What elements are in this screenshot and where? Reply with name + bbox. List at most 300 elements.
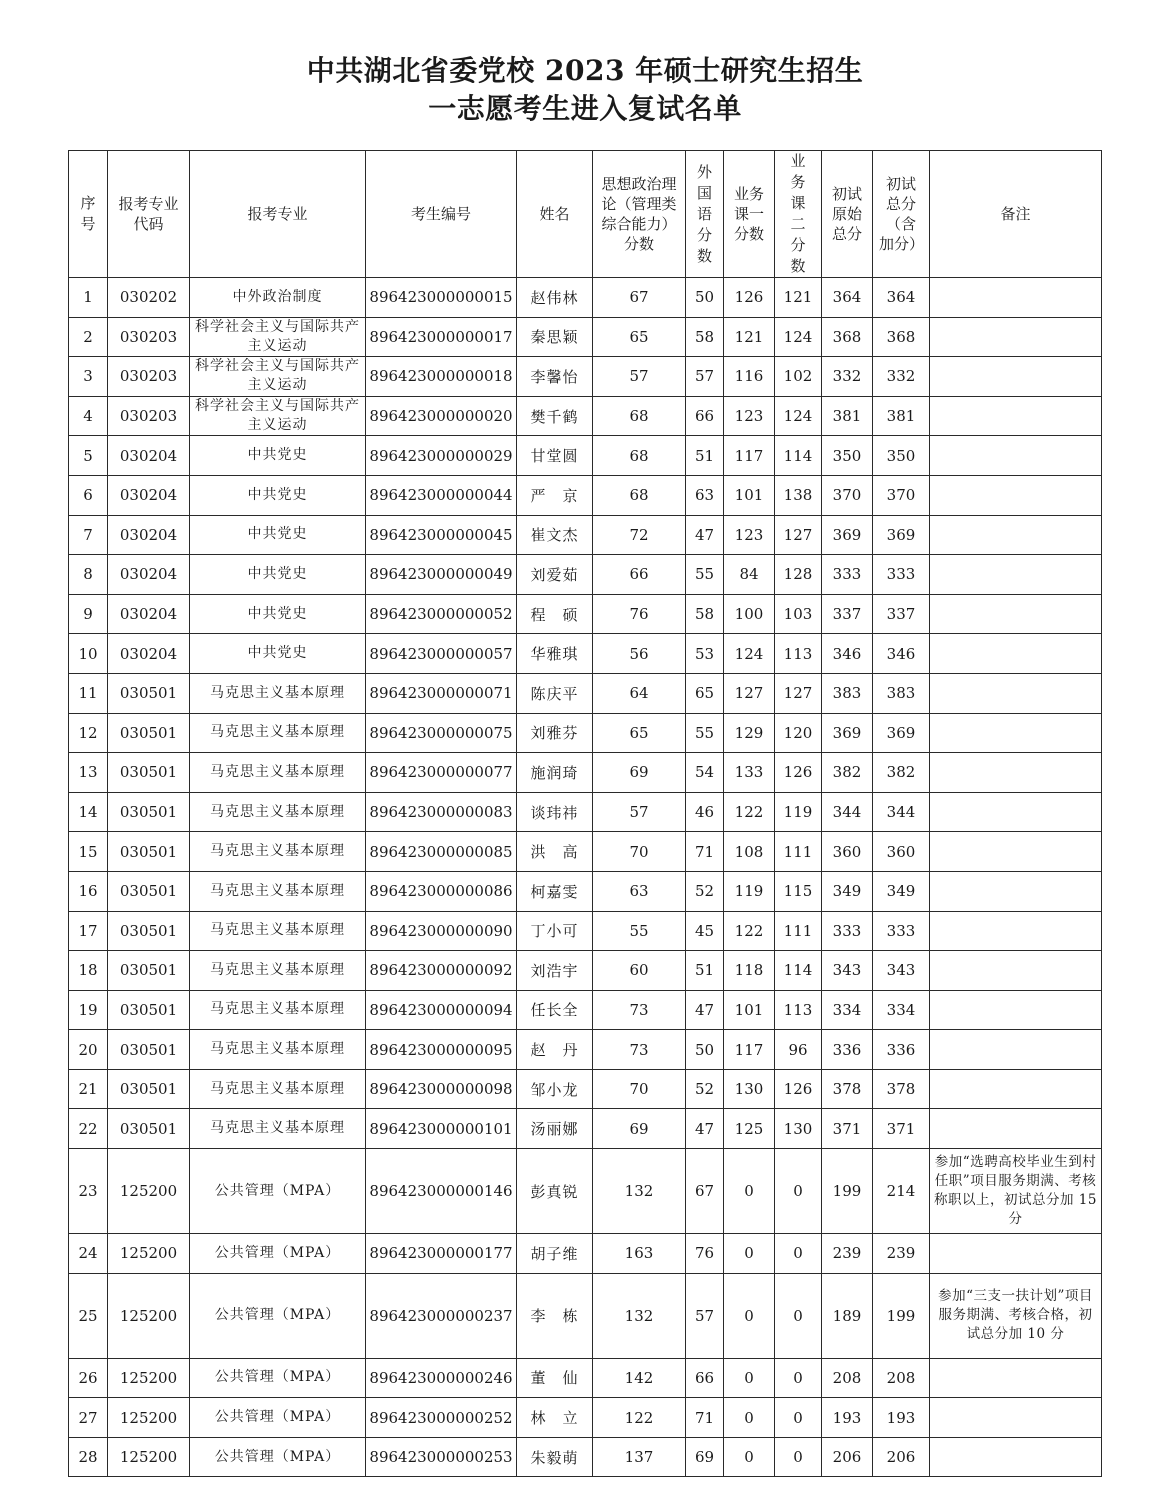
cell-seq: 23 [69,1149,108,1234]
cell-major: 马克思主义基本原理 [190,1109,366,1149]
cell-name: 谈玮祎 [517,792,593,832]
cell-major: 中共党史 [190,436,366,476]
cell-major: 中外政治制度 [190,278,366,318]
cell-course1-score: 0 [724,1234,775,1274]
table-row [69,1149,1102,1234]
cell-exam-no: 896423000000052 [366,594,517,634]
cell-total: 344 [873,792,930,832]
cell-remark: 参加“选聘高校毕业生到村任职”项目服务期满、考核称职以上，初试总分加 15 分 [930,1149,1102,1234]
cell-name: 樊千鹤 [517,396,593,436]
cell-raw-total: 360 [822,832,873,872]
cell-major: 马克思主义基本原理 [190,990,366,1030]
cell-seq: 2 [69,317,108,357]
cell-name: 秦思颖 [517,317,593,357]
cell-politics-score: 57 [593,792,686,832]
cell-course2-score: 0 [775,1149,822,1234]
cell-course1-score: 127 [724,673,775,713]
cell-course2-score: 120 [775,713,822,753]
cell-politics-score: 68 [593,436,686,476]
cell-exam-no: 896423000000071 [366,673,517,713]
cell-politics-score: 73 [593,990,686,1030]
table-row [69,1398,1102,1438]
cell-major: 马克思主义基本原理 [190,673,366,713]
cell-exam-no: 896423000000252 [366,1398,517,1438]
cell-total: 364 [873,278,930,318]
cell-total: 381 [873,396,930,436]
cell-exam-no: 896423000000101 [366,1109,517,1149]
table-row [69,832,1102,872]
cell-total: 239 [873,1234,930,1274]
cell-remark [930,396,1102,436]
cell-foreign-score: 52 [686,871,724,911]
cell-major: 马克思主义基本原理 [190,753,366,793]
cell-foreign-score: 47 [686,515,724,555]
cell-course2-score: 114 [775,436,822,476]
header-seq: 序号 [69,151,108,278]
cell-major: 中共党史 [190,594,366,634]
cell-course2-score: 102 [775,357,822,397]
table-row [69,990,1102,1030]
cell-course2-score: 127 [775,515,822,555]
table-row [69,753,1102,793]
cell-major-code: 125200 [108,1398,190,1438]
cell-major-code: 030204 [108,555,190,595]
cell-name: 赵 丹 [517,1030,593,1070]
cell-major-code: 030501 [108,1069,190,1109]
cell-total: 332 [873,357,930,397]
cell-raw-total: 368 [822,317,873,357]
cell-name: 董 仙 [517,1358,593,1398]
cell-total: 206 [873,1437,930,1477]
cell-major: 马克思主义基本原理 [190,911,366,951]
cell-total: 383 [873,673,930,713]
cell-remark [930,911,1102,951]
cell-politics-score: 67 [593,278,686,318]
cell-seq: 5 [69,436,108,476]
table-row [69,357,1102,397]
cell-exam-no: 896423000000092 [366,951,517,991]
cell-seq: 7 [69,515,108,555]
cell-raw-total: 189 [822,1273,873,1358]
cell-name: 赵伟林 [517,278,593,318]
cell-exam-no: 896423000000094 [366,990,517,1030]
cell-course2-score: 114 [775,951,822,991]
cell-exam-no: 896423000000253 [366,1437,517,1477]
cell-foreign-score: 51 [686,951,724,991]
cell-major: 马克思主义基本原理 [190,1030,366,1070]
cell-course2-score: 130 [775,1109,822,1149]
cell-name: 李馨怡 [517,357,593,397]
table-row [69,634,1102,674]
cell-foreign-score: 69 [686,1437,724,1477]
cell-remark [930,357,1102,397]
cell-total: 336 [873,1030,930,1070]
table-row [69,673,1102,713]
cell-course2-score: 0 [775,1273,822,1358]
cell-seq: 24 [69,1234,108,1274]
cell-exam-no: 896423000000237 [366,1273,517,1358]
cell-exam-no: 896423000000029 [366,436,517,476]
cell-total: 349 [873,871,930,911]
cell-major-code: 030501 [108,1030,190,1070]
cell-politics-score: 72 [593,515,686,555]
cell-major-code: 030202 [108,278,190,318]
cell-remark [930,278,1102,318]
cell-course2-score: 103 [775,594,822,634]
cell-politics-score: 65 [593,713,686,753]
cell-remark [930,1398,1102,1438]
cell-seq: 1 [69,278,108,318]
cell-course1-score: 0 [724,1398,775,1438]
table-row [69,594,1102,634]
cell-major-code: 030501 [108,951,190,991]
cell-remark [930,515,1102,555]
cell-exam-no: 896423000000083 [366,792,517,832]
cell-remark [930,1069,1102,1109]
cell-remark [930,713,1102,753]
cell-politics-score: 65 [593,317,686,357]
cell-foreign-score: 66 [686,396,724,436]
cell-major-code: 030501 [108,713,190,753]
table-row [69,555,1102,595]
cell-course1-score: 84 [724,555,775,595]
cell-course2-score: 124 [775,317,822,357]
cell-course1-score: 0 [724,1273,775,1358]
cell-major-code: 125200 [108,1273,190,1358]
cell-remark [930,673,1102,713]
cell-politics-score: 76 [593,594,686,634]
cell-foreign-score: 71 [686,832,724,872]
cell-raw-total: 369 [822,713,873,753]
cell-remark [930,317,1102,357]
cell-course1-score: 101 [724,990,775,1030]
cell-raw-total: 332 [822,357,873,397]
table-row [69,396,1102,436]
cell-remark [930,951,1102,991]
cell-course2-score: 128 [775,555,822,595]
cell-total: 214 [873,1149,930,1234]
cell-total: 193 [873,1398,930,1438]
cell-foreign-score: 63 [686,475,724,515]
cell-name: 刘浩宇 [517,951,593,991]
document-title [0,52,1170,128]
header-remark: 备注 [930,151,1102,278]
cell-seq: 19 [69,990,108,1030]
cell-exam-no: 896423000000057 [366,634,517,674]
cell-raw-total: 343 [822,951,873,991]
cell-major-code: 030501 [108,911,190,951]
cell-total: 369 [873,713,930,753]
cell-exam-no: 896423000000090 [366,911,517,951]
cell-raw-total: 364 [822,278,873,318]
cell-raw-total: 206 [822,1437,873,1477]
cell-course1-score: 0 [724,1358,775,1398]
cell-foreign-score: 55 [686,555,724,595]
cell-exam-no: 896423000000020 [366,396,517,436]
cell-course2-score: 111 [775,832,822,872]
cell-major-code: 030501 [108,673,190,713]
cell-major: 中共党史 [190,634,366,674]
cell-remark [930,1109,1102,1149]
cell-foreign-score: 47 [686,1109,724,1149]
header-major-code: 报考专业代码 [108,151,190,278]
cell-course1-score: 130 [724,1069,775,1109]
cell-total: 199 [873,1273,930,1358]
cell-total: 368 [873,317,930,357]
cell-exam-no: 896423000000049 [366,555,517,595]
cell-seq: 27 [69,1398,108,1438]
cell-course2-score: 113 [775,990,822,1030]
cell-course1-score: 108 [724,832,775,872]
cell-raw-total: 193 [822,1398,873,1438]
header-exam-no: 考生编号 [366,151,517,278]
cell-major: 中共党史 [190,475,366,515]
cell-major: 中共党史 [190,555,366,595]
cell-course2-score: 0 [775,1398,822,1438]
cell-remark [930,753,1102,793]
cell-politics-score: 132 [593,1273,686,1358]
cell-major: 公共管理（MPA） [190,1437,366,1477]
cell-course1-score: 119 [724,871,775,911]
cell-name: 李 栋 [517,1273,593,1358]
cell-name: 崔文杰 [517,515,593,555]
cell-total: 360 [873,832,930,872]
cell-total: 382 [873,753,930,793]
cell-course2-score: 0 [775,1437,822,1477]
cell-course2-score: 138 [775,475,822,515]
cell-raw-total: 370 [822,475,873,515]
cell-exam-no: 896423000000044 [366,475,517,515]
cell-foreign-score: 57 [686,1273,724,1358]
cell-exam-no: 896423000000146 [366,1149,517,1234]
cell-remark [930,990,1102,1030]
cell-seq: 4 [69,396,108,436]
cell-politics-score: 132 [593,1149,686,1234]
cell-total: 378 [873,1069,930,1109]
cell-raw-total: 383 [822,673,873,713]
cell-raw-total: 371 [822,1109,873,1149]
cell-name: 朱毅萌 [517,1437,593,1477]
cell-raw-total: 239 [822,1234,873,1274]
cell-foreign-score: 46 [686,792,724,832]
cell-name: 林 立 [517,1398,593,1438]
cell-major-code: 030501 [108,990,190,1030]
cell-seq: 20 [69,1030,108,1070]
cell-politics-score: 70 [593,1069,686,1109]
cell-exam-no: 896423000000177 [366,1234,517,1274]
cell-raw-total: 337 [822,594,873,634]
cell-foreign-score: 55 [686,713,724,753]
cell-course2-score: 126 [775,1069,822,1109]
cell-seq: 10 [69,634,108,674]
cell-total: 370 [873,475,930,515]
cell-remark [930,475,1102,515]
cell-course2-score: 113 [775,634,822,674]
candidate-table [68,150,1102,1477]
cell-major: 科学社会主义与国际共产主义运动 [190,396,366,436]
cell-exam-no: 896423000000077 [366,753,517,793]
cell-major: 马克思主义基本原理 [190,713,366,753]
cell-major-code: 030204 [108,594,190,634]
cell-name: 胡子维 [517,1234,593,1274]
cell-politics-score: 64 [593,673,686,713]
cell-course1-score: 125 [724,1109,775,1149]
cell-exam-no: 896423000000098 [366,1069,517,1109]
cell-total: 343 [873,951,930,991]
cell-course1-score: 123 [724,396,775,436]
cell-name: 汤丽娜 [517,1109,593,1149]
cell-name: 任长全 [517,990,593,1030]
table-row [69,951,1102,991]
cell-politics-score: 68 [593,475,686,515]
cell-total: 334 [873,990,930,1030]
cell-politics-score: 57 [593,357,686,397]
header-major: 报考专业 [190,151,366,278]
cell-exam-no: 896423000000017 [366,317,517,357]
cell-course2-score: 96 [775,1030,822,1070]
cell-exam-no: 896423000000045 [366,515,517,555]
table-row [69,1069,1102,1109]
cell-course1-score: 122 [724,911,775,951]
cell-exam-no: 896423000000095 [366,1030,517,1070]
table-body [69,278,1102,1477]
cell-foreign-score: 58 [686,317,724,357]
cell-name: 柯嘉雯 [517,871,593,911]
cell-name: 丁小可 [517,911,593,951]
cell-major-code: 030203 [108,317,190,357]
cell-total: 346 [873,634,930,674]
cell-name: 甘堂圆 [517,436,593,476]
cell-major-code: 030204 [108,634,190,674]
cell-raw-total: 350 [822,436,873,476]
table-row [69,317,1102,357]
cell-major-code: 030501 [108,1109,190,1149]
cell-politics-score: 70 [593,832,686,872]
cell-foreign-score: 51 [686,436,724,476]
cell-major: 马克思主义基本原理 [190,871,366,911]
cell-course1-score: 101 [724,475,775,515]
cell-seq: 25 [69,1273,108,1358]
cell-foreign-score: 52 [686,1069,724,1109]
cell-course1-score: 122 [724,792,775,832]
cell-raw-total: 349 [822,871,873,911]
cell-course1-score: 0 [724,1437,775,1477]
cell-seq: 9 [69,594,108,634]
cell-total: 333 [873,911,930,951]
cell-course1-score: 0 [724,1149,775,1234]
cell-major-code: 030501 [108,753,190,793]
cell-course1-score: 129 [724,713,775,753]
cell-total: 371 [873,1109,930,1149]
cell-course2-score: 0 [775,1358,822,1398]
cell-politics-score: 163 [593,1234,686,1274]
cell-remark [930,1030,1102,1070]
cell-name: 刘雅芬 [517,713,593,753]
cell-seq: 17 [69,911,108,951]
header-politics: 思想政治理论（管理类综合能力）分数 [593,151,686,278]
cell-major: 马克思主义基本原理 [190,832,366,872]
cell-course1-score: 100 [724,594,775,634]
cell-remark [930,594,1102,634]
cell-seq: 22 [69,1109,108,1149]
cell-total: 333 [873,555,930,595]
title-line-2: 一志愿考生进入复试名单 [428,92,742,125]
cell-course1-score: 116 [724,357,775,397]
cell-major: 公共管理（MPA） [190,1234,366,1274]
cell-name: 彭真锐 [517,1149,593,1234]
header-course1: 业务课一分数 [724,151,775,278]
table-row [69,871,1102,911]
cell-course2-score: 121 [775,278,822,318]
cell-foreign-score: 67 [686,1149,724,1234]
cell-remark [930,871,1102,911]
table-row [69,792,1102,832]
cell-name: 施润琦 [517,753,593,793]
cell-politics-score: 60 [593,951,686,991]
table-row [69,713,1102,753]
cell-politics-score: 55 [593,911,686,951]
cell-course2-score: 124 [775,396,822,436]
cell-course2-score: 119 [775,792,822,832]
cell-foreign-score: 57 [686,357,724,397]
cell-seq: 21 [69,1069,108,1109]
cell-politics-score: 137 [593,1437,686,1477]
cell-course1-score: 133 [724,753,775,793]
cell-politics-score: 73 [593,1030,686,1070]
cell-major: 马克思主义基本原理 [190,951,366,991]
table-row [69,1234,1102,1274]
cell-remark: 参加“三支一扶计划”项目服务期满、考核合格，初试总分加 10 分 [930,1273,1102,1358]
cell-seq: 28 [69,1437,108,1477]
cell-raw-total: 333 [822,911,873,951]
cell-foreign-score: 65 [686,673,724,713]
cell-course2-score: 0 [775,1234,822,1274]
cell-raw-total: 336 [822,1030,873,1070]
cell-course1-score: 118 [724,951,775,991]
cell-major: 科学社会主义与国际共产主义运动 [190,357,366,397]
cell-major: 马克思主义基本原理 [190,1069,366,1109]
cell-major-code: 030203 [108,357,190,397]
cell-exam-no: 896423000000086 [366,871,517,911]
cell-major: 中共党史 [190,515,366,555]
cell-course1-score: 121 [724,317,775,357]
table-row [69,475,1102,515]
cell-name: 洪 高 [517,832,593,872]
cell-major-code: 030501 [108,792,190,832]
header-name: 姓名 [517,151,593,278]
title-line-1: 中共湖北省委党校 2023 年硕士研究生招生 [306,54,864,87]
cell-seq: 13 [69,753,108,793]
table-row [69,911,1102,951]
cell-major: 公共管理（MPA） [190,1358,366,1398]
cell-foreign-score: 45 [686,911,724,951]
cell-major: 公共管理（MPA） [190,1273,366,1358]
cell-name: 陈庆平 [517,673,593,713]
cell-exam-no: 896423000000015 [366,278,517,318]
cell-remark [930,634,1102,674]
cell-seq: 3 [69,357,108,397]
table-row [69,1273,1102,1358]
cell-foreign-score: 47 [686,990,724,1030]
table-row [69,515,1102,555]
header-total: 初试总分（含加分） [873,151,930,278]
cell-remark [930,1437,1102,1477]
cell-seq: 14 [69,792,108,832]
table-row [69,278,1102,318]
cell-major-code: 125200 [108,1437,190,1477]
cell-seq: 15 [69,832,108,872]
cell-raw-total: 381 [822,396,873,436]
